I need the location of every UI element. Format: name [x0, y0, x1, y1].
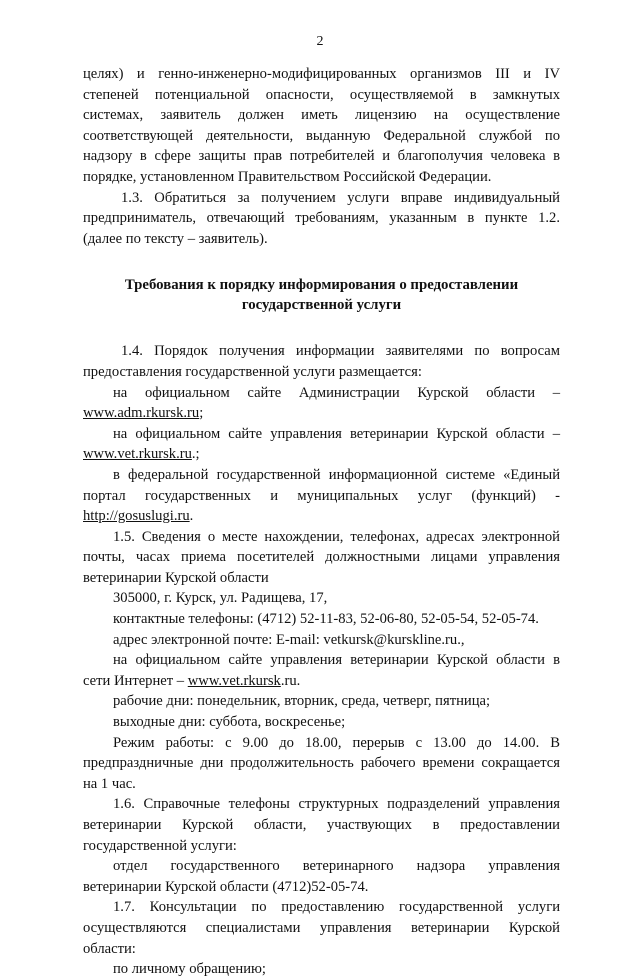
text-fragment: сети Интернет – — [83, 672, 188, 689]
text-line — [83, 671, 560, 692]
text-line: (далее по тексту – заявитель). — [83, 230, 268, 247]
page-number: 2 — [316, 34, 324, 49]
text-line — [83, 403, 560, 424]
text-line — [83, 506, 560, 527]
text-line: ветеринарии Курской области, участвующих в предоставлении — [83, 817, 560, 833]
paragraph-1-5 — [83, 527, 560, 795]
text-line: надзору в сфере защиты прав потребителей и благополучия человека в — [83, 148, 560, 165]
text-line: Режим работы: с 9.00 до 18.00, перерыв с 13.00 до 14.00. В — [113, 734, 560, 751]
vet-site-link[interactable]: www.vet.rkursk.ru — [83, 446, 192, 463]
text-line: осуществляются специалистами управления ветеринарии Курской — [83, 919, 560, 936]
text-line: порядке, установленном Правительством Российской Федерации. — [83, 168, 492, 185]
text-line: в федеральной государственной информационной системе «Единый — [113, 466, 560, 483]
punctuation: . — [189, 508, 194, 525]
text-line: предприниматель, отвечающий требованиям, указанным в пункте 1.2. — [83, 210, 560, 227]
text-line: государственной услуги: — [83, 837, 237, 854]
punctuation: .; — [191, 446, 200, 463]
weekend-line: выходные дни: суббота, воскресенье; — [113, 714, 346, 731]
text-line: ветеринарии Курской области — [83, 569, 269, 586]
text-line: целях) и генно-инженерно-модифицированных организмов III и IV — [83, 66, 560, 82]
gosuslugi-link[interactable]: http://gosuslugi.ru — [83, 508, 190, 525]
paragraph-intro — [83, 64, 560, 188]
text-line: на 1 час. — [83, 775, 136, 792]
text-line: ветеринарии Курской области (4712)52-05-74. — [83, 878, 369, 895]
section-heading — [83, 275, 560, 315]
adm-site-link[interactable]: www.adm.rkursk.ru — [83, 405, 200, 422]
vet-site-link[interactable]: www.vet.rkursk — [187, 672, 281, 689]
text-line: предоставления государственной услуги размещается: — [83, 363, 422, 380]
text-line: почты, часах приема посетителей должностными лицами управления — [83, 549, 560, 566]
text-line: 1.3. Обратиться за получением услуги вправе индивидуальный — [121, 189, 560, 206]
text-line: на официальном сайте управления ветеринарии Курской области в — [113, 652, 560, 669]
text-line: по личному обращению; — [113, 961, 266, 978]
text-line: системах, заявитель должен иметь лицензию на осуществление — [83, 107, 560, 124]
text-line: 1.6. Справочные телефоны структурных подразделений управления — [113, 796, 560, 813]
phones-line: контактные телефоны: (4712) 52-11-83, 52-06-80, 52-05-54, 52-05-74. — [113, 611, 539, 628]
text-line: отдел государственного ветеринарного надзора управления — [113, 858, 560, 875]
paragraph-1-3 — [83, 188, 560, 250]
address-line: 305000, г. Курск, ул. Радищева, 17, — [113, 590, 328, 607]
text-line: портал государственных и муниципальных услуг (функций) - — [83, 487, 560, 504]
text-line: на официальном сайте Администрации Курской области – — [113, 384, 560, 401]
text-line: предпраздничные дни продолжительность рабочего времени сокращается — [83, 755, 560, 772]
workdays-line: рабочие дни: понедельник, вторник, среда, четверг, пятница; — [113, 693, 491, 710]
text-line: области: — [83, 940, 136, 957]
heading-line: государственной услуги — [241, 297, 402, 314]
text-line: соответствующей деятельности, выданную Федеральной службой по — [83, 127, 560, 144]
paragraph-1-6 — [83, 794, 560, 897]
text-line: 1.4. Порядок получения информации заявителями по вопросам — [121, 343, 560, 360]
paragraph-1-4 — [83, 341, 560, 526]
punctuation: ; — [199, 405, 204, 422]
text-line: 1.7. Консультации по предоставлению государственной услуги — [113, 899, 560, 916]
text-line: 1.5. Сведения о месте нахождении, телефонах, адресах электронной — [113, 528, 560, 545]
heading-line: Требования к порядку информирования о предоставлении — [124, 277, 519, 294]
text-line: степеней потенциальной опасности, осуществляемой в замкнутых — [83, 86, 560, 103]
text-line — [83, 444, 560, 465]
text-line: на официальном сайте управления ветеринарии Курской области – — [113, 425, 560, 442]
document-body — [83, 64, 560, 980]
email-line: адрес электронной почте: E-mail: vetkursk@kurskline.ru., — [113, 631, 465, 648]
paragraph-1-7 — [83, 897, 560, 979]
text-fragment: .ru. — [280, 672, 301, 689]
